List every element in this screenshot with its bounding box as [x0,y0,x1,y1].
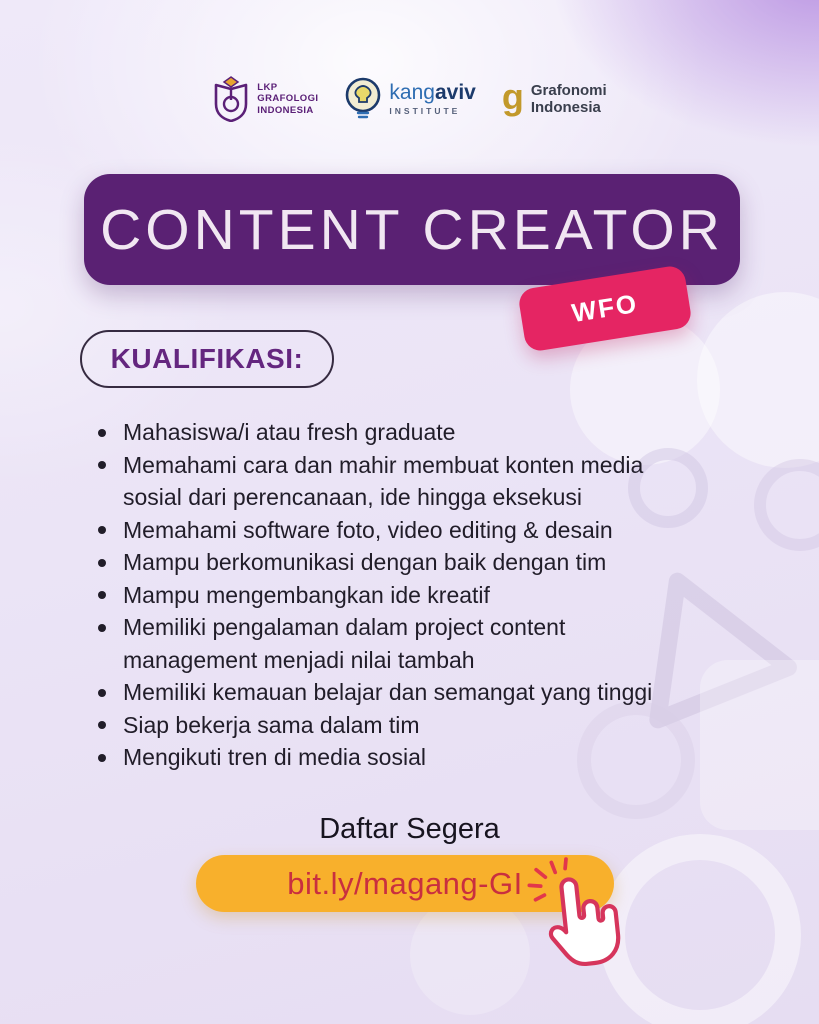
section-label-pill [80,330,334,388]
section-label: KUALIFIKASI: [110,343,304,374]
click-hand-icon [522,851,637,973]
grafonomi-logo-text: Grafonomi Indonesia [530,81,607,116]
qualification-item: Memiliki kemauan belajar dan semangat yang tinggi [92,676,703,709]
qualification-item: Mampu berkomunikasi dengan baik dengan tim [92,546,703,579]
logo-grafonomi [501,75,607,117]
qualifications-list [92,416,732,774]
grafonomi-g-icon: g [501,75,524,117]
qualification-item: Memahami software foto, video editing & desain [92,514,703,547]
kangaviv-word-light: kang [389,81,435,104]
logo-lkp-grafologi [212,76,318,122]
kangaviv-word-bold: aviv [434,81,476,104]
job-title: CONTENT CREATOR [100,197,724,262]
job-title-banner [84,174,740,285]
qualification-item: Siap bekerja sama dalam tim [92,709,703,742]
kangaviv-subtitle: INSTITUTE [389,106,461,116]
logo-bar [0,76,819,122]
qualification-item: Mampu mengembangkan ide kreatif [92,579,703,612]
qualification-item: Mahasiswa/i atau fresh graduate [92,416,703,449]
qualification-item: Memahami cara dan mahir membuat konten media sosial dari perencanaan, ide hingga eksekusi [92,449,703,514]
cta-heading: Daftar Segera [319,813,500,845]
cta-link-text: bit.ly/magang-GI [287,865,523,901]
qualification-item: Memiliki pengalaman dalam project content management menjadi nilai tambah [92,611,703,676]
lkp-logo-text: LKP GRAFOLOGI INDONESIA [257,81,319,116]
lkp-shield-icon [212,76,250,122]
logo-kangaviv [344,76,475,122]
kangaviv-bulb-icon [344,76,382,122]
kangaviv-logo-text [389,82,475,116]
wfo-badge: WFO [517,264,693,353]
qualification-item: Mengikuti tren di media sosial [92,741,703,774]
